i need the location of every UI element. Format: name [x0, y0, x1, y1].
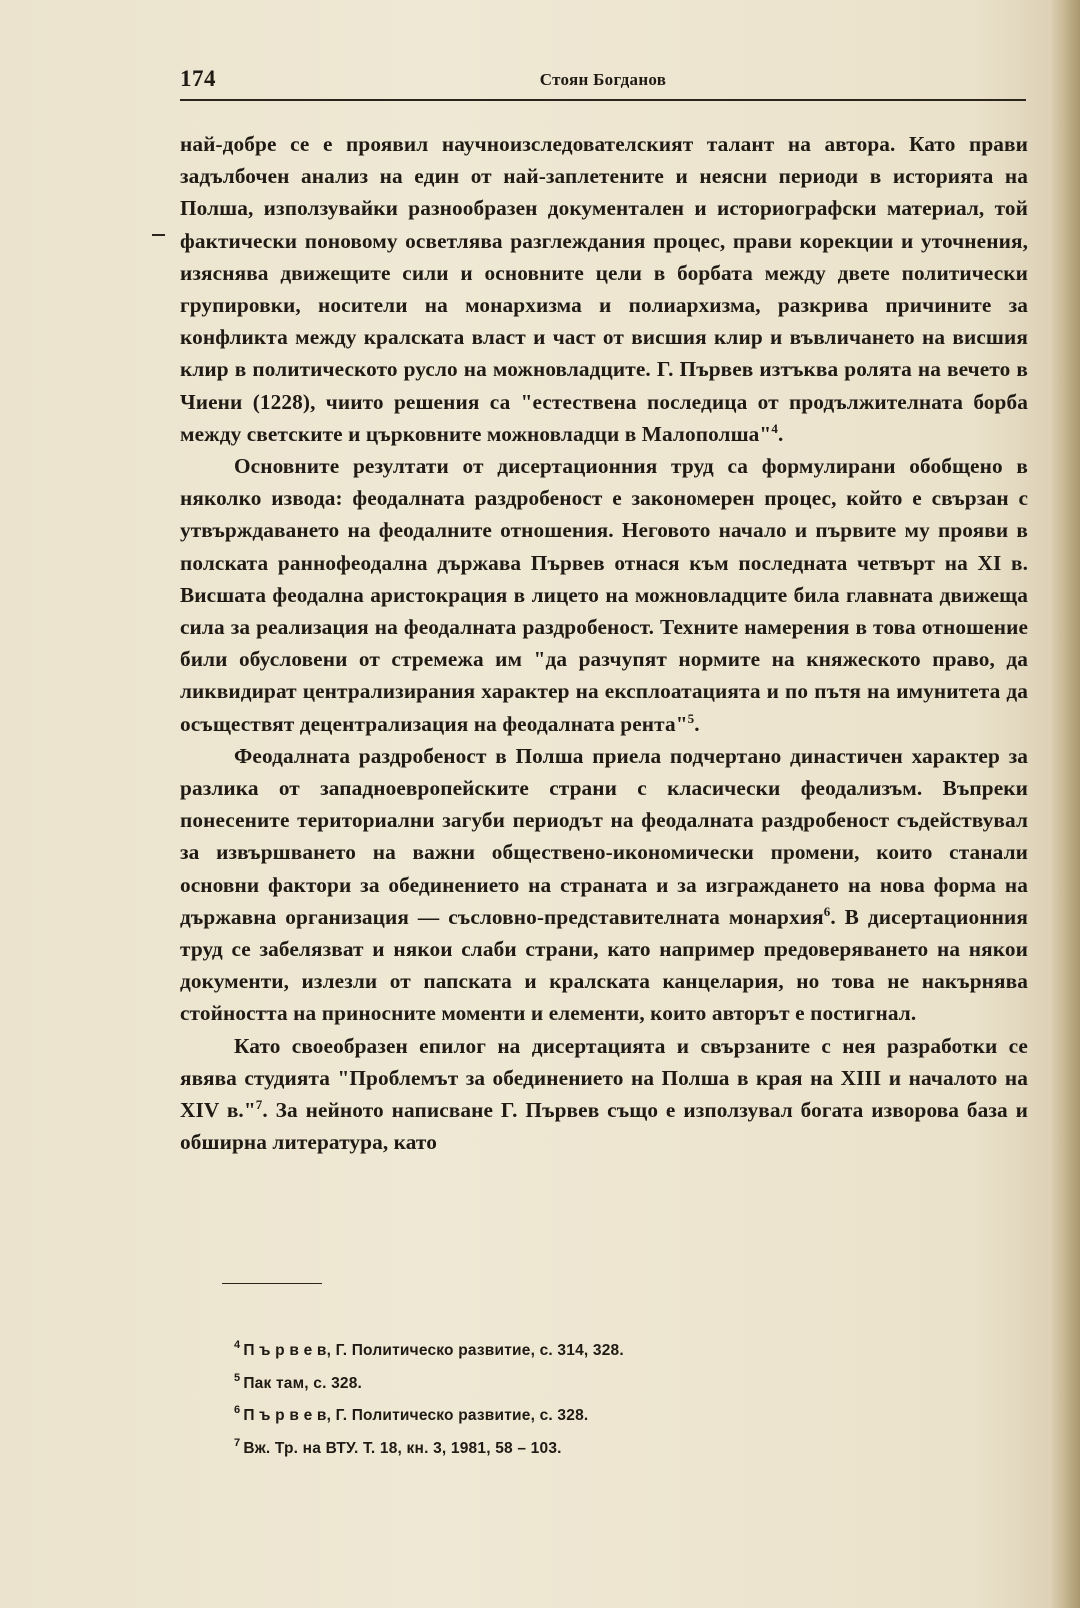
paragraph-3 — [180, 740, 1028, 1030]
paragraph-1 — [180, 128, 1028, 450]
paragraph-text: Феодалната раздробеност в Полша приела подчертано династичен характер за разлика от западноевропейските страни с класически феодализъм. Въпреки понесените териториални загуби периодът на феодалната раздробеност съдействувал за извършването на важни обществено-икономически промени, които станали основни фактори за обединението на страната и за изграждането на нова форма на държавна организация — съсловно-представителната монархия — [180, 743, 1028, 929]
page-number: 174 — [180, 66, 216, 91]
paragraph-tail: . За нейното написване Г. Първев също е използувал богата изворова база и обширна литература, като — [180, 1098, 1029, 1155]
footnote-5 — [234, 1365, 934, 1398]
footnote-mark: 4 — [234, 1339, 241, 1351]
margin-dash-mark — [152, 234, 165, 236]
footnote-mark: 7 — [234, 1436, 241, 1449]
header-rule — [180, 99, 1026, 101]
footnote-text: Пак там, с. 328. — [243, 1374, 363, 1392]
page-header — [180, 66, 1026, 96]
paragraph-text: Основните резултати от дисертационния труд са формулирани обобщено в няколко извода: феодалната раздробеност е закономерен процес, който е свързан с утвърждаването на феодалните отношения. Неговото начало и първите му прояви в полската раннофеодална държава Първев отнася към последната четвърт на XI в. Висшата феодална аристокрация в лицето на можновладците била главната движеща сила за реализация на феодалната раздробеност. Техните намерения в това отношение били обусловени от стремежа им "да разчупят нормите на княжеското право, да ликвидират централизирания характер на експлоатацията и по пътя на имунитета да осъществят децентрализация на феодалната рента" — [180, 454, 1028, 736]
footnote-ref: 7 — [255, 1097, 263, 1112]
footnote-4 — [234, 1332, 934, 1365]
paragraph-text: Като своеобразен епилог на дисертацията и свързаните с нея разработки се явява студията "Проблемът за обединението на Полша в края на XIII и началото на XIV в." — [180, 1033, 1028, 1123]
paragraph-4 — [180, 1030, 1028, 1159]
footnote-separator — [222, 1283, 322, 1284]
footnote-text: Вж. Тр. на ВТУ. Т. 18, кн. 3, 1981, 58 – 103. — [243, 1439, 562, 1457]
footnote-mark: 6 — [234, 1404, 241, 1416]
page-edge-shadow — [1050, 0, 1080, 1608]
paragraph-tail: . В дисертационния труд се забелязват и някои слаби страни, като например предоверяването на някои документи, излезли от папската и кралската канцелария, но това не накърнява стойността на приносните моменти и елементи, които авторът е постигнал. — [180, 904, 1028, 1026]
body-text — [180, 128, 1028, 1159]
footnote-ref: 6 — [823, 903, 831, 919]
footnote-ref: 5 — [687, 710, 695, 726]
running-title: Стоян Богданов — [539, 70, 667, 89]
footnote-ref: 4 — [771, 420, 778, 436]
footnote-mark: 5 — [234, 1371, 241, 1384]
paragraph-2 — [180, 450, 1028, 740]
paragraph-tail: . — [777, 421, 784, 446]
footnote-text: П ъ р в е в, Г. Политическо развитие, с. 314, 328. — [243, 1342, 624, 1359]
footnote-6 — [234, 1397, 934, 1430]
footnotes — [234, 1332, 934, 1462]
paragraph-tail: . — [694, 711, 700, 736]
footnote-7 — [234, 1430, 934, 1463]
paragraph-text: най-добре се е проявил научноизследователският талант на автора. Като прави задълбочен анализ на един от най-заплетените и неясни периоди в историята на Полша, използувайки разнообразен документален и историографски материал, той фактически поновому осветлява разглеждания процес, прави корекции и уточнения, изяснява движещите сили и основните цели в борбата между двете политически групировки, носители на монархизма и полиархизма, разкрива причините за конфликта между кралската власт и част от висшия клир и въвличането на висшия клир в политическото русло на можновладците. Г. Първев изтъква ролята на вечето в Чиени (1228), чиито решения са "естествена последица от продължителната борба между светските и църковните можновладци в Малополша" — [180, 132, 1028, 446]
footnote-text: П ъ р в е в, Г. Политическо развитие, с. 328. — [243, 1407, 589, 1424]
